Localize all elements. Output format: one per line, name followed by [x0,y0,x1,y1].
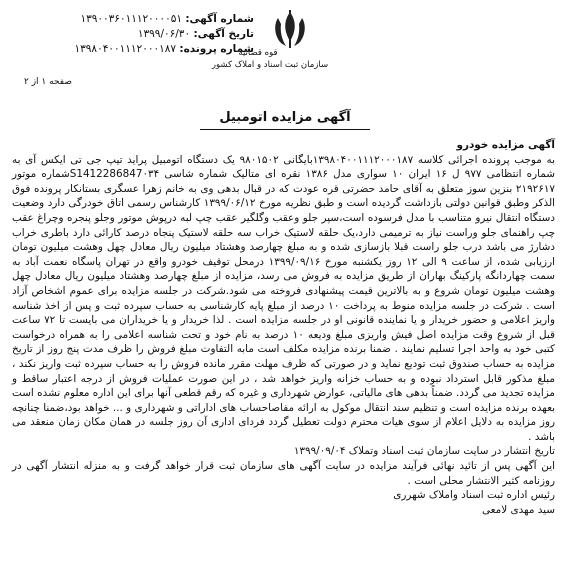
body-heading: آگهی مزایده خودرو [456,139,555,151]
notice-title: آگهی مزایده اتومبیل [219,110,351,125]
notice-number-row [14,12,254,27]
case-number: ۱۳۹۸۰۴۰۰۱۱۱۲۰۰۰۱۸۷ [74,43,177,55]
publish-date-line: تاریخ انتشار در سایت سازمان ثبت اسناد وتملاک ۱۳۹۹/۰۹/۰۴ [293,445,555,458]
notice-number: ۱۳۹۰۰۳۶۰۱۱۱۲۰۰۰۰۵۱ [80,13,182,25]
notice-date: ۱۳۹۹/۰۶/۳۰ [137,28,191,40]
notice-date-label: تاریخ آگهی: [193,28,254,40]
notice-body [12,138,555,517]
notice-meta [14,12,254,57]
signature-name: سید مهدی لامعی [481,503,555,516]
case-number-row [14,42,254,57]
org-name-bottom: سازمان ثبت اسناد و املاک کشور [211,60,329,70]
signature-title: رئیس اداره ثبت اسناد واملاک شهرری [393,489,555,502]
page-number: صفحه ۱ از ۲ [24,77,72,87]
body-paragraph: به موجب پرونده اجرائی کلاسه ۱۳۹۸۰۴۰۰۱۱۱۲۰۰۰۱۸۷بایگانی ۹۸۰۱۵۰۲ یک دستگاه اتومبیل پراید تیپ جی تی ایکس آی به شماره انتظامی ۹۷۷ ل ۱۶ ایران ۱۰ سواری مدل ۱۳۸۶ نقره ای متالیک شماره شاسی S1412286847۰۳۴شماره موتور ۲۱۹۲۶۱۷ بنزین سوز متعلق به آقای حامد حضرتی قره عودت که در قبال بدهی وی به خانم زهرا عسگری بستانکار پرونده فوق الذکر وطبق قوانین دولتی بازداشت گردیده است و طبق نظریه مورخ ۱۳۹۹/۰۶/۱۲ کارشناس رسمی اتاق خودرگی دارد وضعیت دستگاه انتقال نیرو متناسب با مدل فرسوده است،سپر جلو وعقب وگلگیر عقب چپ لبه درپوش موتور وجلو پنجره وچراغ عقب چپ راهنمای جلو وراست نیاز به ترمیمی دارد،یک حلقه لاستیک خراب سه حلقه لاستیک پنجاه درصد کارائی دارد باطری خراب دشارژ می باشد درب جلو راست قبلا بازسازی شده و به مبلغ چهارصد وهشتاد میلیون ریال معادل چهل وهشت میلیون تومان ارزیابی شده، از ساعت ۹ الی ۱۲ روز یکشنبه مورخ ۱۳۹۹/۰۹/۱۶ درمحل توقیف خودرو واقع در تهران پاسگاه نعمت آباد به سمت چهاردانگه پارکینگ بهاران از طریق مزایده به فروش می رسد، مزایده از مبلغ چهارصد وهشتاد میلیون ریال معادل چهل وهشت میلیون تومان شروع و به بالاترین قیمت پیشنهادی فروخته می شود.شرکت در جلسه مزایده برای عموم اشخاص آزاد است . شرکت در جلسه مزایده منوط به پرداخت ۱۰ درصد از مبلغ پایه کارشناسی به حساب سپرده ثبت و پس از اخذ شناسه واریز اعلامی و حضور خریدار و یا نماینده قانونی او در جلسه مزایده است . لذا خریدار و یا خریداران می بایست تا ۷۲ ساعت قبل از شروع وقت مزایده اصل فیش واریزی مبلغ ودیعه ۱۰ درصد به نام خود و تحت شناسه اعلامی را به همراه درخواست کتبی خود به واحد اجرا تسلیم نمایند . ضمنا برنده مزایده مکلف است مابه التفاوت مبلغ فروش را ظرف مدت پنج روز از تاریخ مزایده به حساب صندوق ثبت تودیع نماید و در صورتی که ظرف مهلت مقرر مانده فروش را به حساب سپرده ثبت واریز نکند ، مبلغ مذکور قابل استرداد نبوده و به حساب خزانه واریز خواهد شد ، در این صورت عملیات فروش از درجه اعتبار ساقط و مزایده تجدید می گردد. ضمناً بدهی های مالیاتی، عوارض شهرداری و غیره که رقم قطعی آنها برای این اداره معلوم نشده است بعهده برنده مزایده است و تنظیم سند انتقال موکول به ارائه مفاصاحساب های اداراتی و شهرداری و ... خواهد بود،ضمنا چنانچه روز مزایده به دلایل اعلام از سوی هیات محترم دولت تعطیل گردد فردای اداری آن روز جلسه در همان مکان زمان منعقد می باشد . [12,153,556,443]
case-number-label: شماره پرونده: [179,43,254,55]
org-name-top: قوه قضائیه [238,48,278,58]
notice-date-row [14,27,254,42]
note-line: این آگهی پس از تائید نهائی فرآیند مزایده در سایت آگهی های سازمان ثبت قرار خواهد گرفت و به منزله انتشار آگهی در روزنامه کثیر الانتشار محلی است . [12,460,555,487]
notice-number-label: شماره آگهی: [185,13,254,25]
title-underline [200,129,370,130]
